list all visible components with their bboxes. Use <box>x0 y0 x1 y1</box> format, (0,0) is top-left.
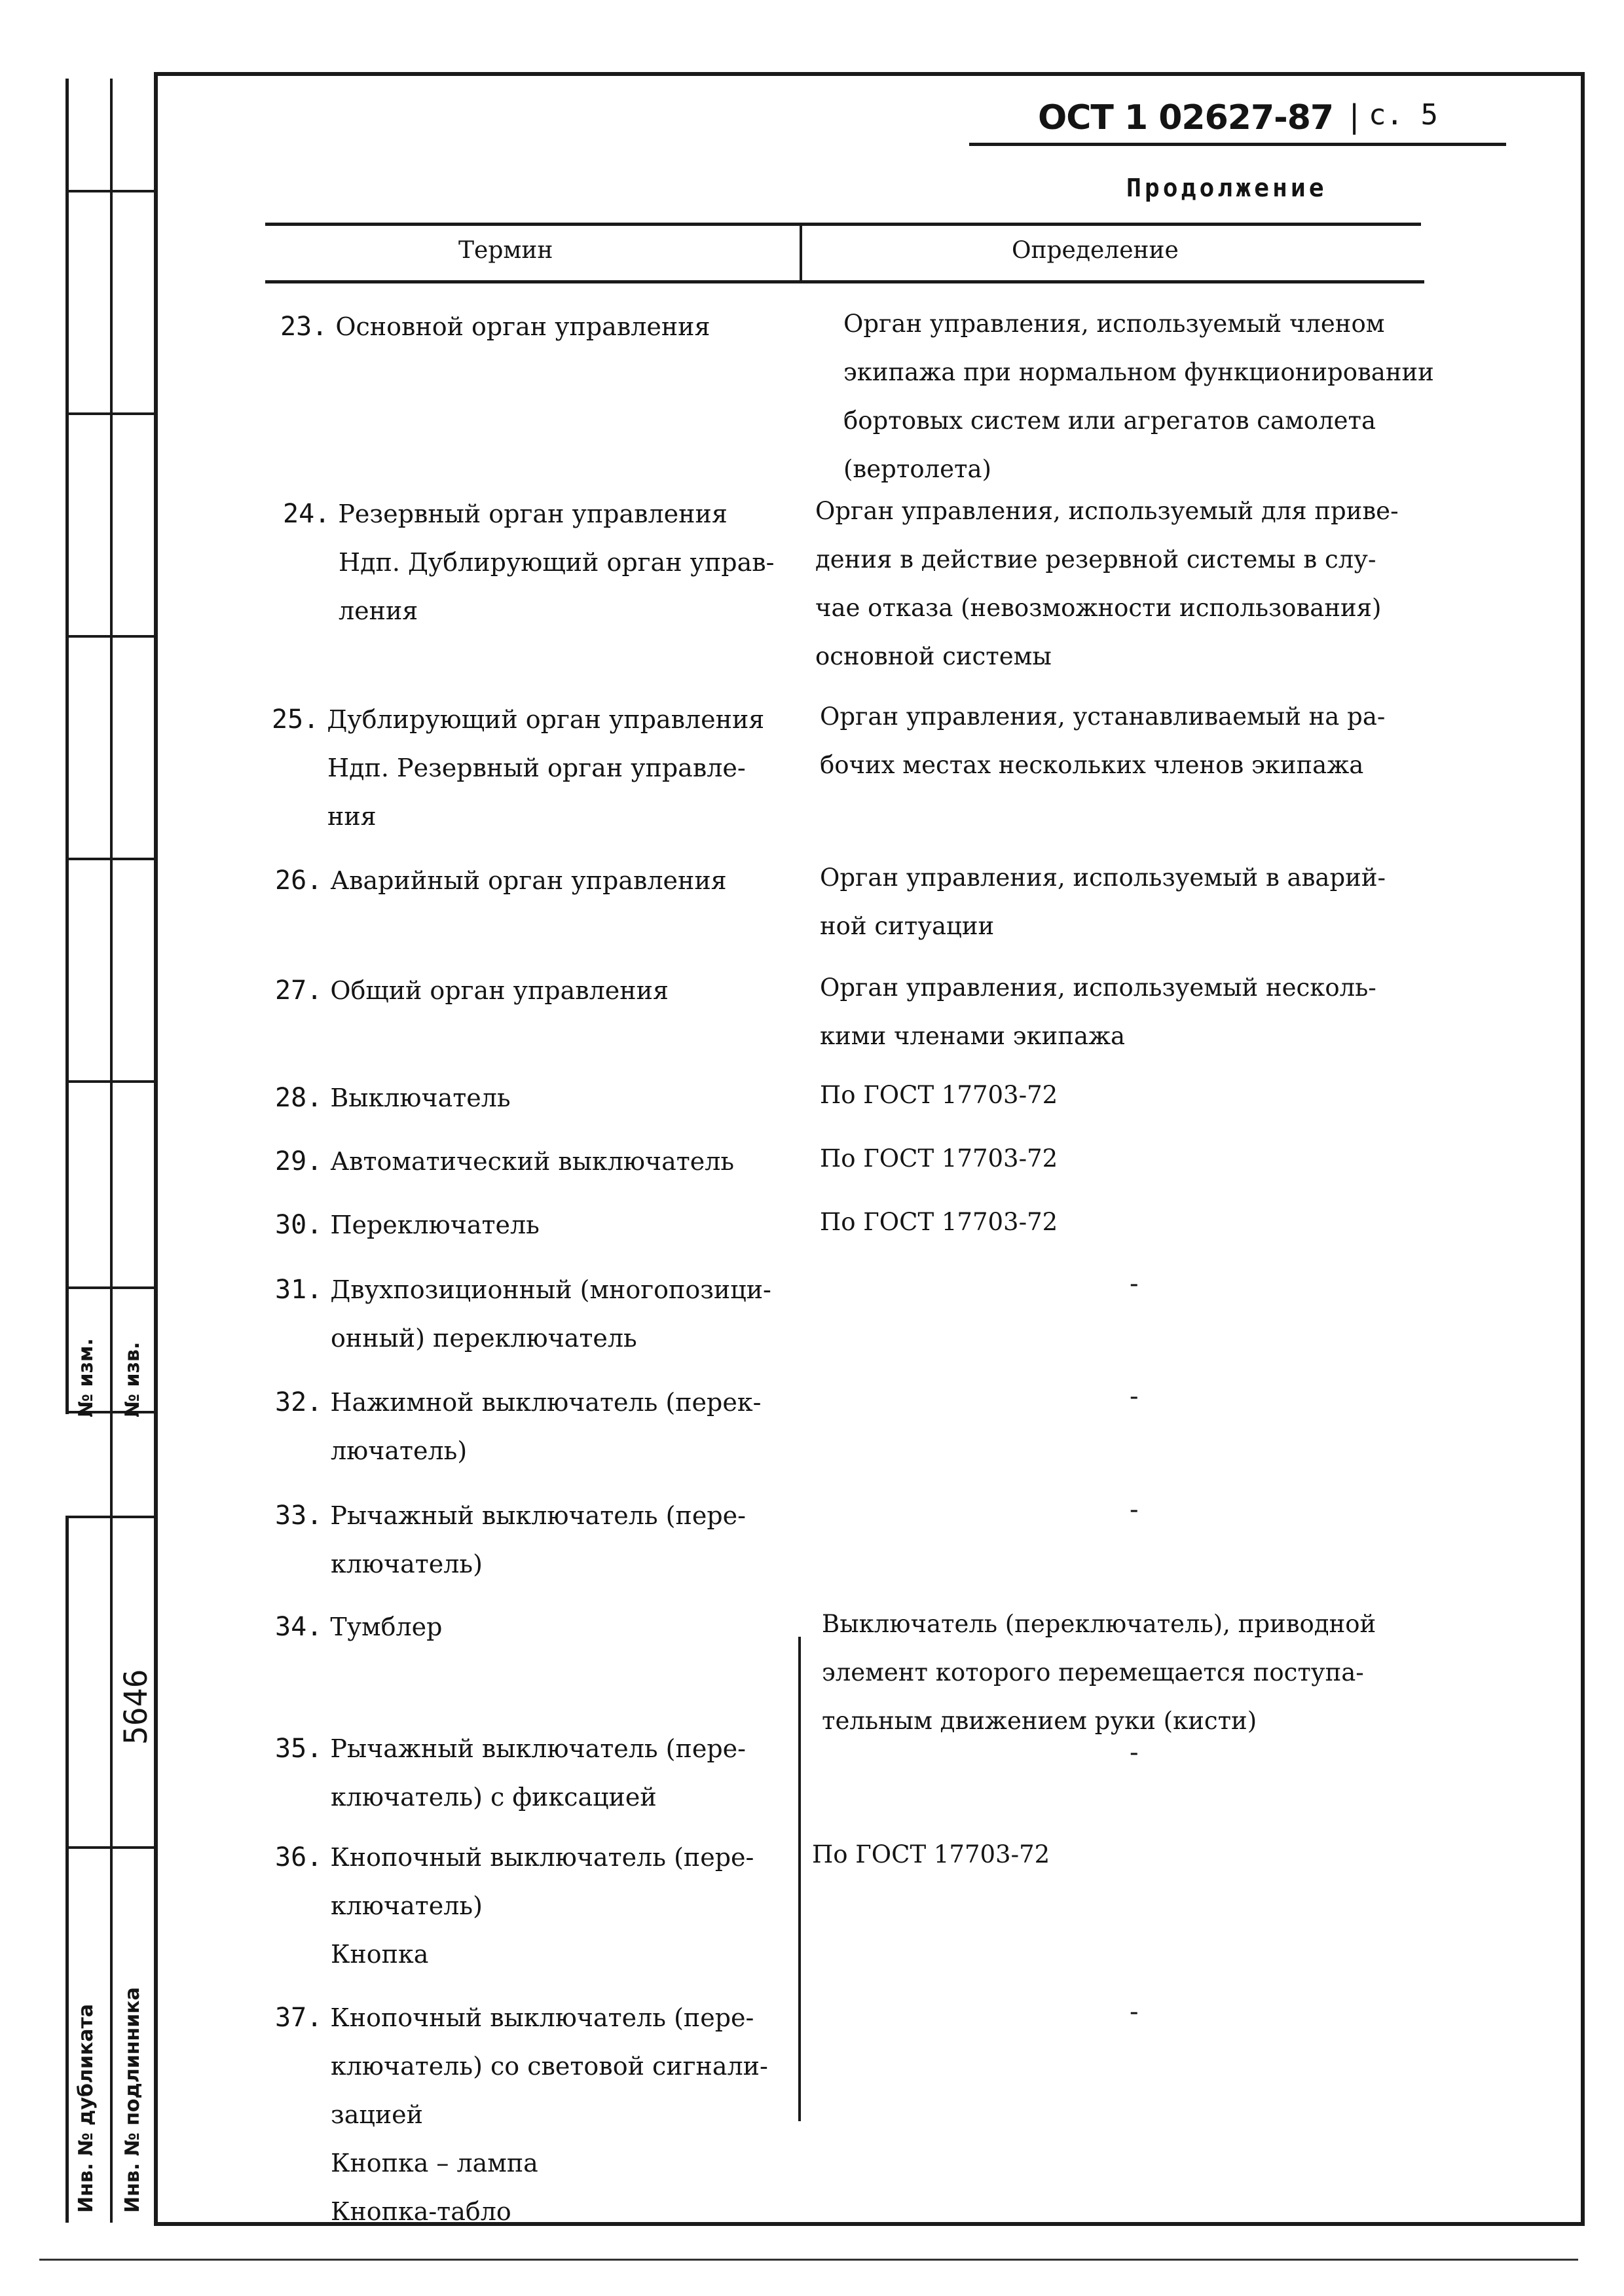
term-cell <box>275 1378 799 1475</box>
izv-label: № изв. <box>121 1341 144 1417</box>
term-line: Кнопка <box>331 1940 429 1969</box>
definition-cell <box>820 1135 1449 1183</box>
definition-line: Орган управления, используемый для приве- <box>815 497 1399 525</box>
term-line: Рычажный выключатель (пере- <box>330 1501 746 1530</box>
term-cell <box>275 1603 799 1651</box>
definition-cell <box>843 300 1472 494</box>
strip-divider <box>65 1516 157 1518</box>
definition-dash: - <box>1130 1997 1139 2027</box>
strip-divider <box>65 1846 157 1849</box>
definition-cell <box>822 1600 1450 1745</box>
definition-dash: - <box>1130 1269 1139 1299</box>
table-header-rule <box>265 280 1424 283</box>
term-line: Резервный орган управления <box>338 500 728 528</box>
term-cell <box>275 1491 799 1588</box>
term-number: 27. <box>275 975 323 1006</box>
definition-cell <box>820 1198 1449 1247</box>
term-number: 31. <box>275 1275 323 1305</box>
term-number: 35. <box>275 1734 323 1764</box>
term-cell <box>275 1074 799 1122</box>
term-cell <box>275 1137 799 1186</box>
term-number: 36. <box>275 1842 323 1872</box>
term-number: 23. <box>280 312 328 342</box>
term-number: 30. <box>275 1210 323 1240</box>
term-number: 25. <box>272 704 320 735</box>
term-cell <box>275 856 799 905</box>
definition-cell <box>812 1831 1441 1879</box>
term-cell <box>275 1201 799 1249</box>
term-line: Кнопочный выключатель (пере- <box>330 1843 754 1872</box>
continuation-label: Продолжение <box>1126 173 1327 202</box>
definition-dash: - <box>1130 1381 1139 1412</box>
definition-line: тельным движением руки (кисти) <box>822 1707 1257 1735</box>
izm-label: № изм. <box>75 1338 98 1417</box>
inv-original-label: Инв. № подлинника <box>121 1987 144 2213</box>
inventory-number: 5646 <box>118 1669 155 1745</box>
strip-divider <box>65 1286 157 1289</box>
term-line: Ндп. Резервный орган управле- <box>327 754 746 782</box>
term-cell <box>272 695 796 841</box>
definition-line: бочих местах нескольких членов экипажа <box>820 751 1364 779</box>
term-number: 29. <box>275 1146 323 1176</box>
term-line: лючатель) <box>331 1436 468 1465</box>
definition-cell <box>820 693 1449 790</box>
term-number: 26. <box>275 866 323 896</box>
definition-line: бортовых систем или агрегатов самолета <box>843 407 1376 435</box>
strip-divider <box>65 1080 157 1083</box>
definition-line: экипажа при нормальном функционировании <box>843 358 1434 386</box>
term-line: ключатель) <box>331 1891 483 1920</box>
term-line: Нажимной выключатель (перек- <box>330 1388 762 1417</box>
definition-dash: - <box>1130 1495 1139 1525</box>
definition-dash: - <box>1130 1738 1139 1768</box>
term-cell <box>275 1266 799 1362</box>
definition-line: По ГОСТ 17703-72 <box>820 1208 1058 1236</box>
definition-cell <box>815 487 1444 681</box>
term-line: Тумблер <box>330 1613 443 1641</box>
definition-cell <box>820 964 1449 1061</box>
definition-line: ной ситуации <box>820 912 995 940</box>
strip-line <box>65 79 69 1414</box>
definition-line: Орган управления, используемый в аварий- <box>820 864 1386 892</box>
term-line: Рычажный выключатель (пере- <box>330 1734 746 1763</box>
definition-line: кими членами экипажа <box>820 1022 1126 1050</box>
term-line: Ндп. Дублирующий орган управ- <box>339 548 775 577</box>
term-number: 33. <box>275 1501 323 1531</box>
term-line: Переключатель <box>330 1211 540 1239</box>
term-line: Дублирующий орган управления <box>327 705 765 734</box>
definition-line: По ГОСТ 17703-72 <box>812 1840 1050 1868</box>
term-line: зацией <box>331 2100 423 2129</box>
term-cell <box>275 966 799 1015</box>
definition-line: Выключатель (переключатель), приводной <box>822 1610 1376 1638</box>
definition-cell <box>820 1071 1449 1120</box>
definition-line: По ГОСТ 17703-72 <box>820 1144 1058 1173</box>
strip-line <box>110 79 113 2223</box>
term-line: Основной орган управления <box>335 312 710 341</box>
term-line: Кнопка-табло <box>331 2197 511 2226</box>
term-number: 34. <box>275 1612 323 1642</box>
definition-cell <box>820 854 1449 951</box>
term-number: 24. <box>283 499 331 529</box>
term-cell <box>275 1994 799 2236</box>
term-line: Кнопочный выключатель (пере- <box>330 2003 754 2032</box>
definition-line: По ГОСТ 17703-72 <box>820 1081 1058 1109</box>
definition-line: (вертолета) <box>843 455 991 483</box>
definition-line: Орган управления, используемый членом <box>843 310 1385 338</box>
term-line: Аварийный орган управления <box>330 866 727 895</box>
definition-line: чае отказа (невозможности использования) <box>815 594 1382 622</box>
column-header-definition: Определение <box>1012 237 1179 264</box>
strip-divider <box>65 412 157 415</box>
term-line: онный) переключатель <box>331 1324 637 1353</box>
term-line: ключатель) <box>331 1550 483 1578</box>
term-line: Двухпозиционный (многопозици- <box>330 1275 771 1304</box>
definition-line: дения в действие резервной системы в слу- <box>815 545 1376 574</box>
strip-line <box>65 1516 69 2223</box>
strip-divider <box>65 190 157 192</box>
document-code: ОСТ 1 02627-87 <box>1038 98 1334 137</box>
definition-line: Орган управления, устанавливаемый на ра- <box>820 702 1386 731</box>
header-underline <box>969 143 1506 146</box>
page-bottom-rule <box>39 2259 1578 2261</box>
term-line: Кнопка – лампа <box>331 2149 538 2178</box>
definition-line: основной системы <box>815 642 1052 670</box>
inv-duplicate-label: Инв. № дубликата <box>75 2003 98 2213</box>
term-line: Автоматический выключатель <box>330 1147 735 1176</box>
term-number: 28. <box>275 1083 323 1113</box>
term-cell <box>283 490 807 635</box>
term-number: 37. <box>275 2003 323 2033</box>
term-line: ления <box>339 596 418 625</box>
term-cell <box>275 1724 799 1821</box>
column-header-term: Термин <box>458 237 553 264</box>
term-line: Выключатель <box>330 1084 511 1112</box>
table-top-rule <box>265 223 1421 226</box>
page-number: с. 5 <box>1369 98 1438 132</box>
term-line: Общий орган управления <box>330 976 669 1005</box>
strip-divider <box>65 635 157 638</box>
term-number: 32. <box>275 1387 323 1417</box>
term-line: ключатель) с фиксацией <box>331 1783 657 1812</box>
page-separator: | <box>1349 98 1360 135</box>
term-line: ключатель) со световой сигнали- <box>331 2052 768 2081</box>
strip-divider <box>65 858 157 860</box>
left-binding-strip <box>65 79 157 2223</box>
column-separator <box>800 225 802 283</box>
definition-line: элемент которого перемещается поступа- <box>822 1658 1364 1686</box>
term-line: ния <box>327 802 377 831</box>
definition-line: Орган управления, используемый несколь- <box>820 974 1376 1002</box>
term-cell <box>280 302 804 351</box>
term-cell <box>275 1833 799 1978</box>
